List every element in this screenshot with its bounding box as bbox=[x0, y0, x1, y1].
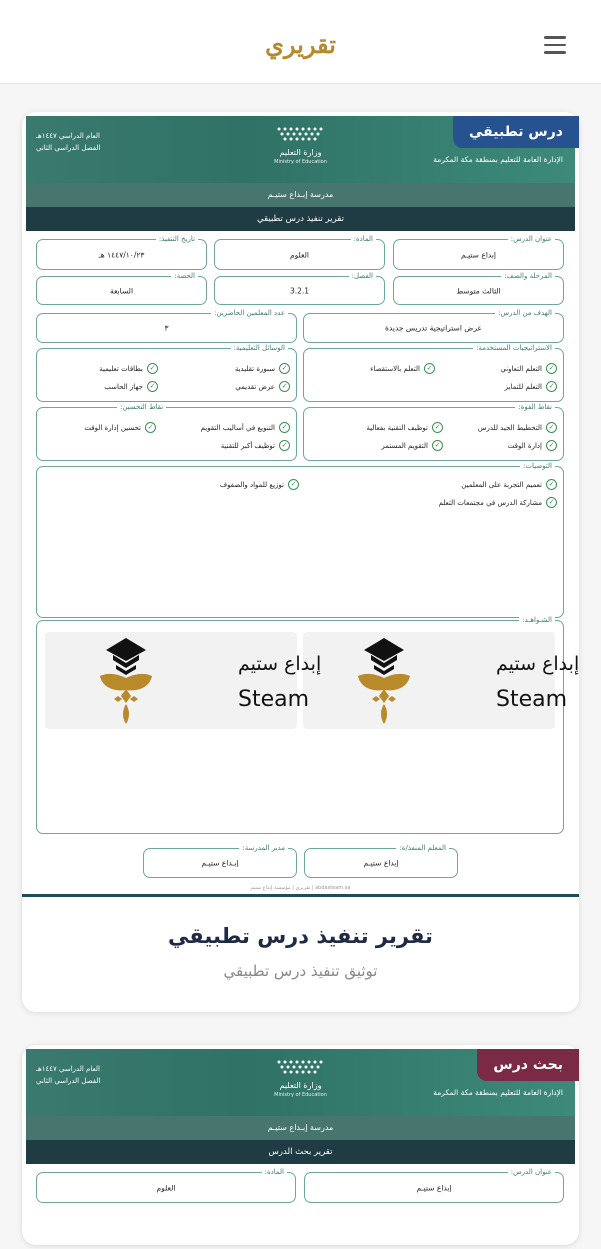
lesson-title-field bbox=[393, 235, 564, 270]
report-header bbox=[26, 1049, 575, 1116]
report-document bbox=[26, 1049, 575, 1249]
check-icon: ✓ bbox=[147, 381, 158, 392]
semester-text: الفصل الدراسي الثاني bbox=[36, 1077, 101, 1085]
strategy-item bbox=[500, 363, 557, 374]
item-text: تعميم التجربة على المعلمين bbox=[461, 480, 542, 489]
item-text: سبورة تقليدية bbox=[234, 364, 275, 373]
improvement-item bbox=[201, 422, 290, 433]
item-text: التنويع في أساليب التقويم bbox=[200, 423, 275, 432]
stage-field bbox=[393, 272, 564, 305]
field-value: 3.2.1 bbox=[289, 286, 310, 295]
evidence-box bbox=[36, 616, 580, 834]
ministry-name-en: Ministry of Education bbox=[274, 159, 327, 165]
field-label: نقاط التحسين: bbox=[117, 402, 166, 413]
field-value: إبـداع ستيـم bbox=[201, 858, 239, 868]
recommendations-box bbox=[36, 462, 564, 618]
school-name: مدرسة إبـداع ستيـم bbox=[26, 1116, 575, 1140]
strategy-item bbox=[505, 381, 557, 392]
field-value: إبداع ستيـم bbox=[416, 1183, 452, 1192]
evidence-image[interactable] bbox=[303, 632, 580, 729]
field-value: الثالث متوسط bbox=[456, 286, 501, 295]
recommendation-item bbox=[461, 479, 557, 490]
field-value: إبداع ستيـم bbox=[363, 858, 399, 868]
teacher-signature-field bbox=[304, 844, 458, 878]
strength-item bbox=[381, 440, 443, 451]
ministry-logo bbox=[256, 126, 346, 166]
report-document bbox=[26, 116, 580, 902]
card-divider bbox=[22, 894, 579, 897]
hamburger-menu-icon[interactable] bbox=[544, 36, 566, 54]
check-icon: ✓ bbox=[546, 422, 557, 433]
field-label: الهدف من الدرس: bbox=[495, 308, 555, 319]
recommendation-item bbox=[439, 497, 557, 508]
strengths-box bbox=[303, 403, 564, 461]
field-value: إبداع ستيـم bbox=[460, 250, 497, 259]
tool-item bbox=[104, 381, 158, 392]
field-label: مدير المدرسة: bbox=[239, 843, 288, 854]
improvements-box bbox=[36, 403, 297, 461]
field-label: الفصل: bbox=[349, 271, 376, 282]
field-label: المرحلة والصف: bbox=[501, 271, 555, 282]
subject-field bbox=[36, 1168, 296, 1203]
check-icon: ✓ bbox=[288, 479, 299, 490]
academic-year bbox=[36, 130, 100, 154]
department-text: الإدارة العامة للتعليم بمنطقة مكة المكرمة bbox=[433, 155, 563, 164]
ibdaa-steam-logo-icon bbox=[354, 634, 580, 727]
field-value: ١٤٤٧/١٠/٢٣ هـ bbox=[98, 250, 145, 259]
strength-item bbox=[366, 422, 443, 433]
check-icon: ✓ bbox=[424, 363, 435, 374]
logo-text-en: Steam bbox=[238, 687, 310, 712]
field-label: المادة: bbox=[262, 1167, 287, 1178]
academic-year bbox=[36, 1063, 100, 1087]
logo-text-ar: إبداع ستيم bbox=[238, 653, 322, 675]
principal-signature-field bbox=[143, 844, 297, 878]
field-value: السابعة bbox=[109, 286, 134, 295]
item-text: عرض تقديمي bbox=[235, 382, 275, 391]
field-label: تاريخ التنفيذ: bbox=[156, 234, 198, 245]
field-label: الوسائل التعليمية: bbox=[231, 343, 288, 354]
date-field bbox=[36, 235, 207, 270]
field-label: المعلم المنفذ/ة: bbox=[396, 843, 449, 854]
field-label: نقاط القوة: bbox=[515, 402, 555, 413]
report-title: تقرير تنفيذ درس تطبيقي bbox=[26, 207, 575, 231]
field-label: التوصيات: bbox=[520, 461, 555, 472]
evidence-image[interactable] bbox=[45, 632, 322, 729]
item-text: بطاقات تعليمية bbox=[99, 364, 143, 373]
tool-item bbox=[235, 363, 290, 374]
field-value: ٣ bbox=[164, 323, 169, 333]
field-value: عرض استراتيجية تدريس جديدة bbox=[385, 323, 482, 333]
year-text: العام الدراسي ١٤٤٧هـ bbox=[36, 1065, 100, 1073]
field-label: المادة: bbox=[351, 234, 376, 245]
check-icon: ✓ bbox=[546, 363, 557, 374]
semester-text: الفصل الدراسي الثاني bbox=[36, 144, 101, 152]
report-header bbox=[26, 116, 575, 183]
ministry-emblem-icon bbox=[275, 126, 327, 142]
tool-item bbox=[235, 381, 290, 392]
department-text: الإدارة العامة للتعليم بمنطقة مكة المكرمة bbox=[433, 1088, 563, 1097]
check-icon: ✓ bbox=[279, 422, 290, 433]
ministry-logo bbox=[256, 1059, 346, 1099]
card-subtitle: توثيق تنفيذ درس تطبيقي bbox=[223, 962, 378, 980]
field-label: عدد المعلمين الحاضرين: bbox=[211, 308, 288, 319]
check-icon: ✓ bbox=[145, 422, 156, 433]
logo-text-ar: إبداع ستيم bbox=[496, 653, 580, 675]
report-card-applied-lesson[interactable] bbox=[22, 112, 579, 1012]
year-text: العام الدراسي ١٤٤٧هـ bbox=[36, 132, 100, 140]
check-icon: ✓ bbox=[546, 497, 557, 508]
report-type-badge: بحث درس bbox=[477, 1049, 579, 1081]
goal-field bbox=[303, 309, 564, 343]
item-text: توظيف التقنية بفعالية bbox=[366, 423, 428, 432]
report-title: تقرير بحث الدرس bbox=[26, 1140, 575, 1164]
school-name: مدرسة إبـداع ستيـم bbox=[26, 183, 575, 207]
improvement-item bbox=[221, 440, 290, 451]
item-text: التعلم بالاستقصاء bbox=[370, 364, 420, 373]
item-text: مشاركة الدرس في مجتمعات التعلم bbox=[438, 498, 542, 507]
attendees-field bbox=[36, 309, 297, 343]
footer-url: تقريري | مؤسسة إبداع ستيم | abdasteam.sa bbox=[250, 885, 351, 891]
item-text: التقويم المستمر bbox=[381, 441, 428, 450]
ministry-emblem-icon bbox=[275, 1059, 327, 1075]
strategy-item bbox=[370, 363, 435, 374]
item-text: التعلم للتمايز bbox=[504, 382, 542, 391]
strength-item bbox=[478, 422, 557, 433]
strategies-box bbox=[303, 344, 564, 402]
field-value: العلوم bbox=[156, 1183, 176, 1192]
ibdaa-steam-logo-icon bbox=[96, 634, 322, 727]
check-icon: ✓ bbox=[432, 440, 443, 451]
check-icon: ✓ bbox=[279, 381, 290, 392]
ministry-name-ar: وزارة التعليم bbox=[279, 148, 322, 157]
section-field bbox=[214, 272, 385, 305]
check-icon: ✓ bbox=[147, 363, 158, 374]
field-label: عنوان الدرس: bbox=[508, 234, 555, 245]
lesson-title-field bbox=[304, 1168, 564, 1203]
ministry-name-en: Ministry of Education bbox=[274, 1092, 327, 1098]
item-text: التخطيط الجيد للدرس bbox=[477, 423, 542, 432]
check-icon: ✓ bbox=[546, 381, 557, 392]
card-title[interactable]: تقرير تنفيذ درس تطبيقي bbox=[168, 924, 433, 948]
app-brand-logo[interactable]: تقريري bbox=[265, 30, 336, 59]
top-app-bar bbox=[0, 0, 601, 84]
item-text: جهاز الحاسب bbox=[104, 382, 143, 391]
field-label: الشـواهـد: bbox=[519, 615, 555, 626]
item-text: تحسين إدارة الوقت bbox=[84, 423, 141, 432]
field-label: الاستراتيجيات المستخدمة: bbox=[473, 343, 555, 354]
logo-text-en: Steam bbox=[496, 687, 568, 712]
tool-item bbox=[99, 363, 158, 374]
ministry-name-ar: وزارة التعليم bbox=[279, 1081, 322, 1090]
improvement-item bbox=[84, 422, 156, 433]
field-label: الحصة: bbox=[171, 271, 198, 282]
item-text: توظيف أكبر للتقنية bbox=[220, 441, 275, 450]
subject-field bbox=[214, 235, 385, 270]
check-icon: ✓ bbox=[279, 363, 290, 374]
item-text: التعلم التعاوني bbox=[500, 364, 542, 373]
strength-item bbox=[508, 440, 557, 451]
check-icon: ✓ bbox=[279, 440, 290, 451]
field-value: العلوم bbox=[290, 250, 309, 259]
item-text: إدارة الوقت bbox=[507, 441, 542, 450]
period-field bbox=[36, 272, 207, 305]
recommendation-item bbox=[220, 479, 299, 490]
report-card-lesson-study[interactable] bbox=[22, 1045, 579, 1245]
check-icon: ✓ bbox=[432, 422, 443, 433]
tools-box bbox=[36, 344, 297, 402]
field-label: عنوان الدرس: bbox=[508, 1167, 555, 1178]
report-type-badge: درس تطبيقي bbox=[453, 116, 579, 148]
item-text: توزيع للمواد والصفوف bbox=[219, 480, 284, 489]
check-icon: ✓ bbox=[546, 479, 557, 490]
check-icon: ✓ bbox=[546, 440, 557, 451]
